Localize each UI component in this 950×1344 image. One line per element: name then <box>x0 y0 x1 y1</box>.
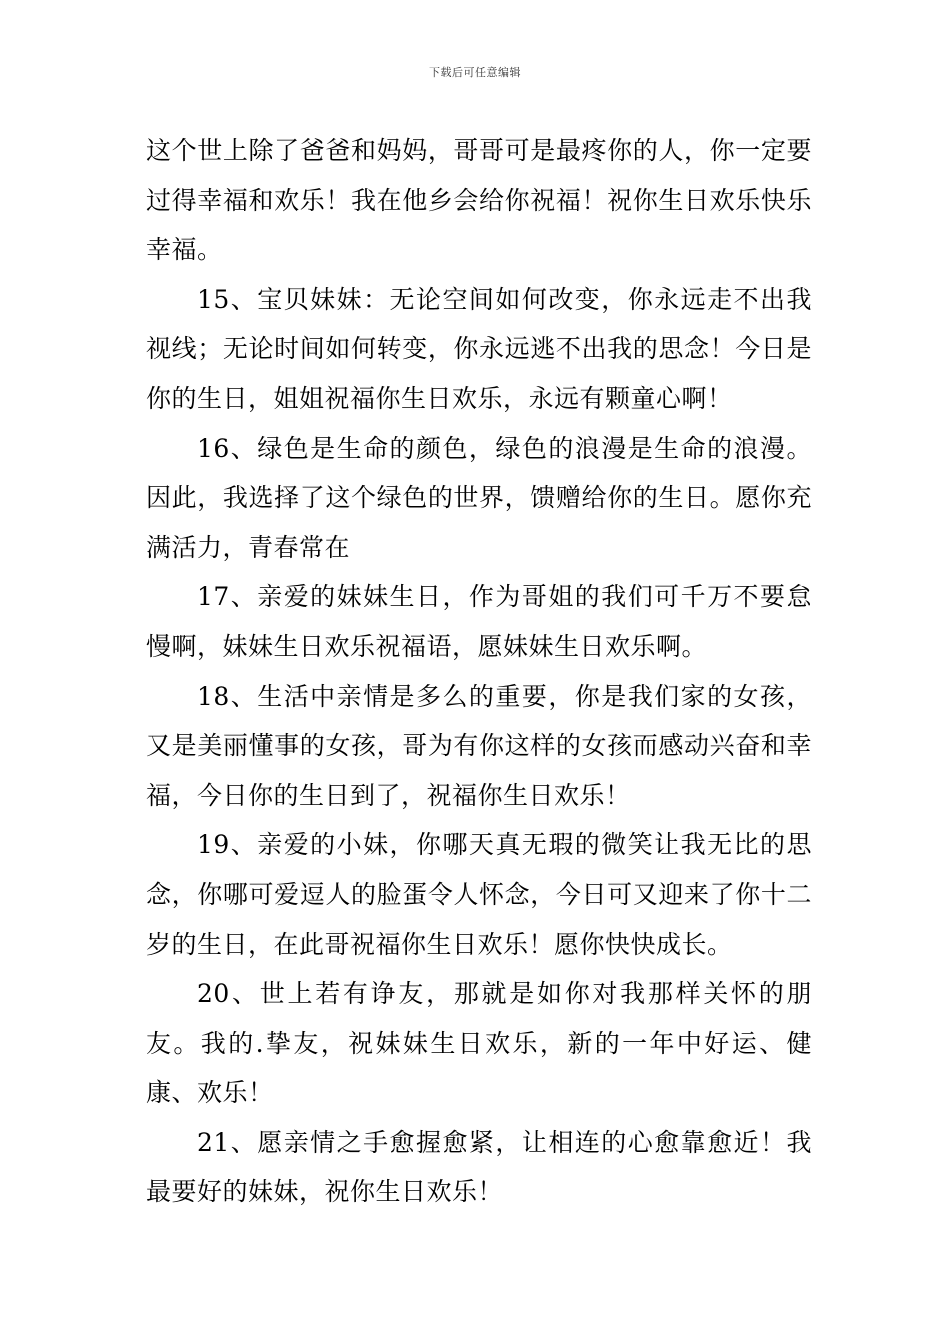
paragraph-continued: 这个世上除了爸爸和妈妈，哥哥可是最疼你的人，你一定要过得幸福和欢乐！我在他乡会给你祝福！祝你生日欢乐快乐幸福。 <box>146 136 812 265</box>
paragraph-15: 15、宝贝妹妹：无论空间如何改变，你永远走不出我视线；无论时间如何转变，你永远逃不出我的思念！今日是你的生日，姐姐祝福你生日欢乐，永远有颗童心啊！ <box>146 284 812 413</box>
paragraph-17: 17、亲爱的妹妹生日，作为哥姐的我们可千万不要怠慢啊，妹妹生日欢乐祝福语，愿妹妹生日欢乐啊。 <box>146 582 812 661</box>
paragraph-16: 16、绿色是生命的颜色，绿色的浪漫是生命的浪漫。因此，我选择了这个绿色的世界，馈赠给你的生日。愿你充满活力，青春常在 <box>146 433 812 562</box>
paragraph-21: 21、愿亲情之手愈握愈紧，让相连的心愈靠愈近！我最要好的妹妹，祝你生日欢乐！ <box>146 1127 812 1207</box>
paragraph-19: 19、亲爱的小妹，你哪天真无瑕的微笑让我无比的思念，你哪可爱逗人的脸蛋令人怀念，今日可又迎来了你十二岁的生日，在此哥祝福你生日欢乐！愿你快快成长。 <box>146 830 812 959</box>
document-body <box>146 126 812 1217</box>
page-header: 下载后可任意编辑 <box>429 66 521 79</box>
paragraph-18: 18、生活中亲情是多么的重要，你是我们家的女孩，又是美丽懂事的女孩，哥为有你这样的女孩而感动兴奋和幸福，今日你的生日到了，祝福你生日欢乐！ <box>146 681 812 810</box>
paragraph-20: 20、世上若有诤友，那就是如你对我那样关怀的朋友。我的.挚友，祝妹妹生日欢乐，新的一年中好运、健康、欢乐！ <box>146 979 812 1108</box>
